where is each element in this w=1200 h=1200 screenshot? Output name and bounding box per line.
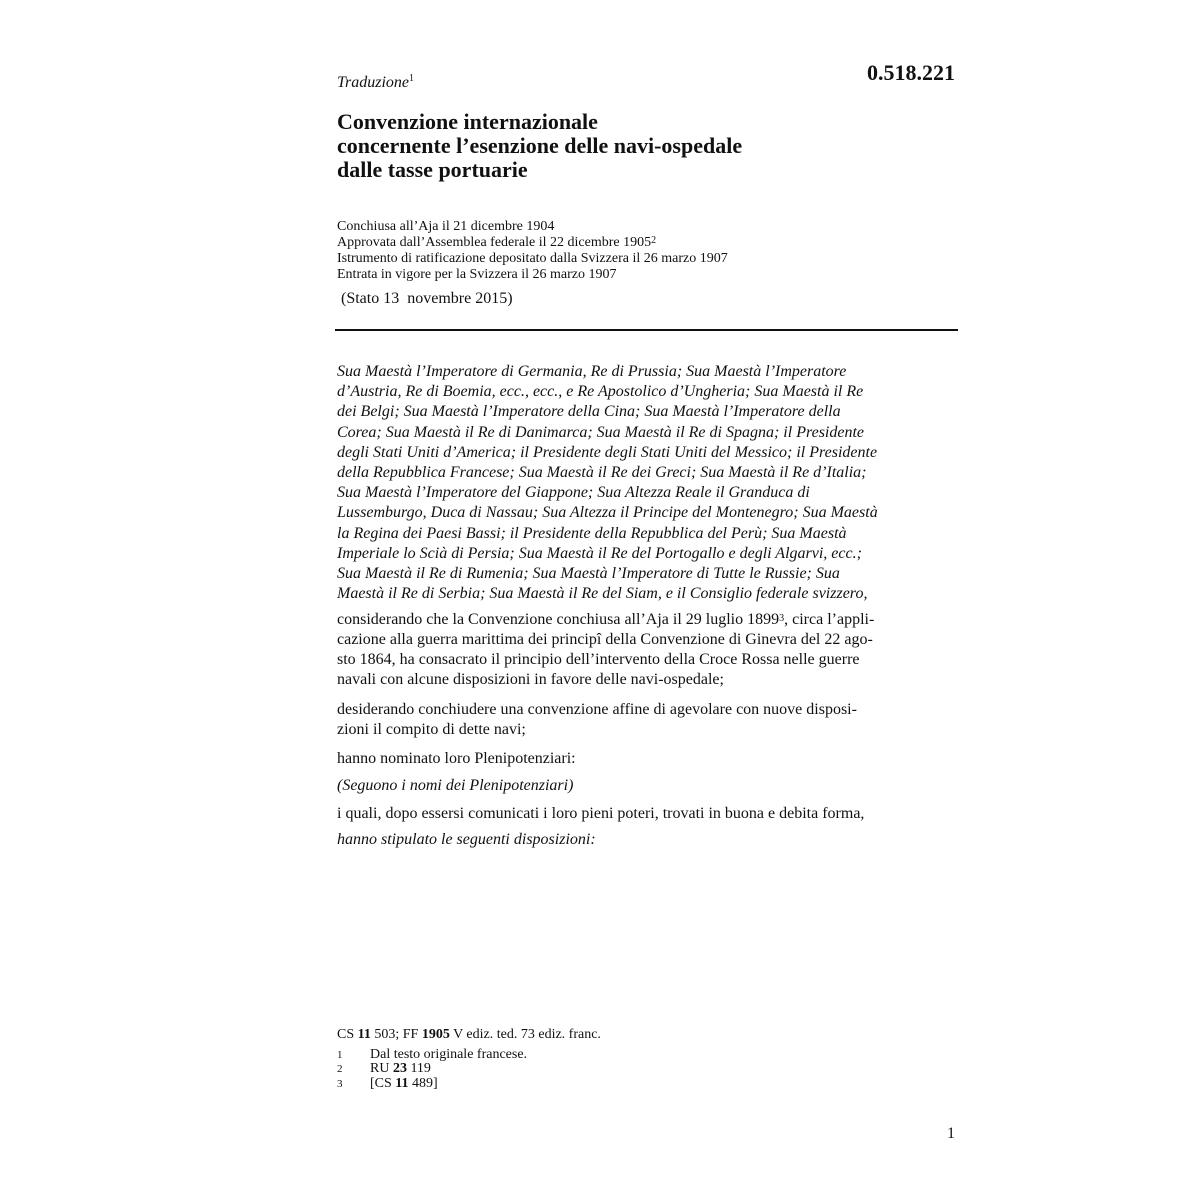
footnote-part: 119	[406, 1061, 431, 1076]
footnote-item	[337, 1048, 957, 1063]
desiring-line: desiderando conchiudere una convenzione affine di agevolare con nuove disposi-	[337, 701, 857, 718]
footnote-volume: 23	[392, 1061, 407, 1076]
document-number: 0.518.221	[867, 60, 955, 85]
considering-line: sto 1864, ha consacrato il principio dell’intervento della Croce Rossa nelle guerre	[337, 651, 860, 668]
preamble-line: Maestà il Re di Serbia; Sua Maestà il Re del Siam, e il Consiglio federale svizzero,	[337, 585, 868, 603]
preamble-line: Lussemburgo, Duca di Nassau; Sua Altezza il Principe del Montenegro; Sua Maestà	[337, 504, 878, 522]
considering-line: cazione alla guerra marittima dei principî della Convenzione di Ginevra del 22 ago-	[337, 631, 873, 648]
preamble-line: degli Stati Uniti d’America; il Presidente degli Stati Uniti del Messico; il Presidente	[337, 443, 878, 461]
source-text: V ediz. ted. 73 ediz. franc.	[449, 1027, 601, 1042]
concluded-date: Conchiusa all’Aja il 21 dicembre 1904	[337, 219, 555, 234]
source-reference	[337, 1028, 957, 1043]
title-line: Convenzione internazionale	[337, 109, 598, 134]
considering-text: considerando che la Convenzione conchiusa all’Aja il 29 luglio 1899	[337, 611, 780, 628]
footnote-part: 489]	[408, 1075, 438, 1091]
title-line: dalle tasse portuarie	[337, 157, 528, 182]
desiring-line: zioni il compito di dette navi;	[337, 721, 526, 738]
footnotes	[337, 1028, 957, 1091]
credentials-paragraph: i quali, dopo essersi comunicati i loro pieni poteri, trovati in buona e debita forma,	[337, 805, 865, 822]
appointed-paragraph: hanno nominato loro Plenipotenziari:	[337, 750, 576, 767]
preamble-line: della Repubblica Francese; Sua Maestà il Re dei Greci; Sua Maestà il Re d’Italia;	[337, 464, 867, 482]
ratification-date: Istrumento di ratificazione depositato dalla Svizzera il 26 marzo 1907	[337, 251, 728, 266]
footnote-number: 3	[337, 1077, 343, 1090]
treaty-metadata	[337, 219, 957, 283]
footnote-text	[370, 1062, 431, 1077]
considering-paragraph	[337, 610, 959, 690]
considering-text: , circa l’appli-	[784, 611, 875, 628]
footnote-text: Dal testo originale francese.	[370, 1046, 528, 1062]
translation-text: Traduzione	[337, 74, 410, 91]
source-text: 503; FF	[370, 1027, 422, 1042]
plenipotentiaries-note: (Seguono i nomi dei Plenipotenziari)	[337, 777, 574, 794]
translation-label	[337, 74, 414, 92]
stipulated-paragraph: hanno stipulato le seguenti disposizioni:	[337, 831, 596, 848]
in-force-date: Entrata in vigore per la Svizzera il 26 marzo 1907	[337, 267, 617, 282]
status-date: (Stato 13 novembre 2015)	[341, 290, 513, 307]
preamble-line: Sua Maestà l’Imperatore di Germania, Re di Prussia; Sua Maestà l’Imperatore	[337, 363, 847, 380]
footnote-ref-2[interactable]: 2	[651, 235, 657, 246]
footnote-item	[337, 1062, 957, 1077]
footnote-number: 1	[337, 1048, 343, 1061]
footnote-part: [CS	[370, 1075, 396, 1091]
preamble-line: Sua Maestà l’Imperatore del Giappone; Sua Altezza Reale il Granduca di	[337, 484, 810, 502]
footnote-part: RU	[370, 1061, 393, 1076]
page-title	[337, 110, 957, 182]
preamble-line: d’Austria, Re di Boemia, ecc., ecc., e Re Apostolico d’Ungheria; Sua Maestà il Re	[337, 383, 864, 401]
footnote-ref-3[interactable]: 3	[779, 613, 785, 624]
page-number: 1	[947, 1125, 955, 1142]
divider-rule	[335, 329, 958, 331]
preamble	[337, 362, 959, 604]
footnote-number: 2	[337, 1063, 343, 1075]
approved-date	[337, 235, 957, 251]
footnote-text	[370, 1077, 438, 1092]
preamble-line: la Regina dei Paesi Bassi; il Presidente della Repubblica del Perù; Sua Maestà	[337, 524, 847, 542]
preamble-line: Sua Maestà il Re di Rumenia; Sua Maestà l’Imperatore di Tutte le Russie; Sua	[337, 565, 840, 583]
preamble-line: Corea; Sua Maestà il Re di Danimarca; Sua Maestà il Re di Spagna; il Presidente	[337, 423, 865, 441]
considering-line	[337, 610, 959, 630]
preamble-line: dei Belgi; Sua Maestà l’Imperatore della Cina; Sua Maestà l’Imperatore della	[337, 403, 841, 421]
footnote-volume: 11	[395, 1075, 409, 1091]
footnote-item	[337, 1077, 957, 1092]
source-volume: 11	[357, 1027, 371, 1042]
source-year: 1905	[421, 1027, 450, 1042]
footnote-ref-1[interactable]: 1	[409, 73, 415, 84]
desiring-paragraph	[337, 700, 959, 740]
source-text: CS	[337, 1027, 358, 1042]
approved-text: Approvata dall’Assemblea federale il 22 dicembre 1905	[337, 235, 652, 250]
considering-line: navali con alcune disposizioni in favore delle navi-ospedale;	[337, 671, 724, 688]
preamble-line: Imperiale lo Scià di Persia; Sua Maestà il Re del Portogallo e degli Algarvi, ecc.;	[337, 544, 862, 562]
title-line: concernente l’esenzione delle navi-ospedale	[337, 133, 743, 158]
